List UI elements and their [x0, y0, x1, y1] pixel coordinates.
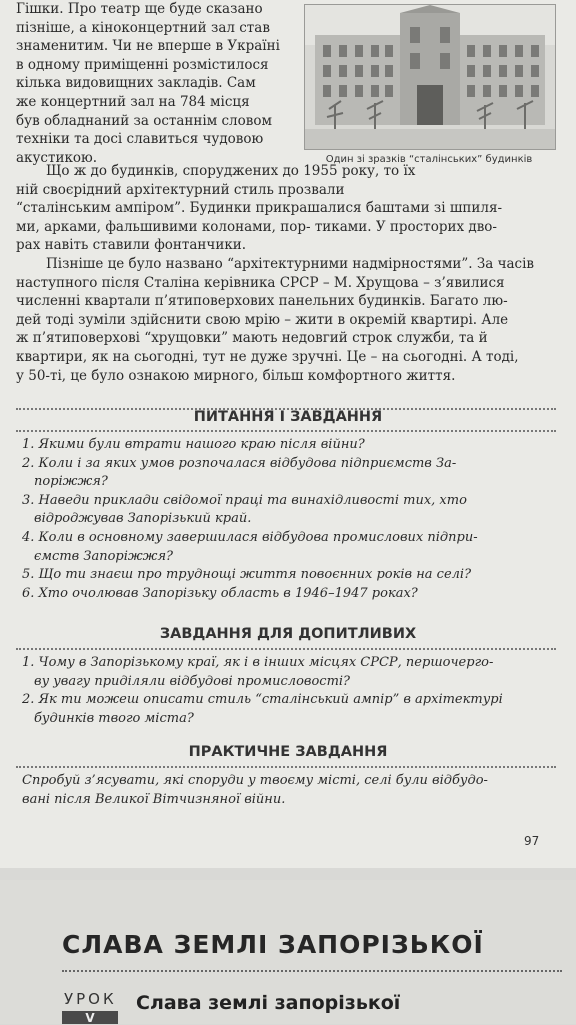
question-item-text: 4. Коли в основному завершилася відбудова промислових підпри-	[22, 529, 478, 545]
question-item	[22, 492, 552, 529]
paragraph-line: ній своєрідний архітектурний стиль прозвали	[16, 181, 345, 198]
page-number: 97	[524, 834, 540, 848]
paragraph-line: наступного після Сталіна керівника СРСР – М. Хрущова – з’явилися	[16, 274, 505, 291]
paragraph-khrushchev	[16, 255, 556, 385]
questions-heading: ПИТАННЯ І ЗАВДАННЯ	[193, 409, 383, 425]
intro-line: пізніше, а кіноконцертний зал став	[16, 19, 270, 36]
intro-text	[16, 0, 296, 167]
question-item-text: 2. Коли і за яких умов розпочалася відбудова підприємств За-	[22, 455, 457, 471]
question-item-text: відроджував Запорізький край.	[34, 511, 252, 527]
paragraph-line: дей тоді зуміли здійснити свою мрію – жити в окремій квартирі. Але	[16, 311, 509, 328]
intro-line: Гішки. Про театр ще буде сказано	[16, 1, 263, 17]
lesson-label: УРОК	[64, 990, 117, 1008]
lesson-number-badge: V	[62, 1011, 118, 1024]
paragraph-stalin-empire	[16, 162, 556, 255]
intro-line: техніки та досі славиться чудовою	[16, 131, 264, 148]
practical-line: Спробуй з’ясувати, які споруди у твоєму місті, селі були відбудо-	[22, 773, 488, 788]
question-item	[22, 566, 552, 585]
question-item	[22, 455, 552, 492]
paragraph-line: Пізніше це було названо “архітектурними надмірностями”. За часів	[46, 255, 535, 272]
building-photo-block	[304, 4, 554, 165]
paragraph-line: квартири, як на сьогодні, тут не дуже зручні. Це – на сьогодні. А тоді,	[16, 348, 519, 365]
section-rule	[16, 648, 556, 650]
curious-item-text: ву увагу приділяли відбудові промисловості?	[34, 673, 351, 689]
question-item-text: 6. Хто очолював Запорізьку область в 1946–1947 роках?	[22, 585, 418, 601]
building-illustration	[305, 5, 555, 149]
paragraph-line: ми, арками, фальшивими колонами, пор- тиками. У просторих дво-	[16, 218, 497, 235]
question-item-text: 1. Якими були втрати нашого краю після війни?	[22, 437, 365, 452]
curious-item-text: будинків твого міста?	[34, 710, 194, 726]
intro-line: в одному приміщенні розмістилося	[16, 56, 269, 73]
question-item-text: поріжжя?	[34, 474, 108, 490]
intro-line: кілька видовищних закладів. Сам	[16, 75, 256, 92]
paragraph-line: у 50-ті, це було ознакою мирного, більш комфортного життя.	[16, 367, 456, 384]
body-text	[16, 162, 556, 385]
question-item-text: 3. Наведи приклади свідомої праці та винахідливості тих, хто	[22, 492, 467, 508]
curious-heading: ЗАВДАННЯ ДЛЯ ДОПИТЛИВИХ	[159, 626, 417, 642]
next-page-rule	[62, 970, 562, 972]
photo-caption: Один зі зразків “сталінських” будинків	[325, 154, 533, 165]
intro-line: же концертний зал на 784 місця	[16, 93, 250, 110]
intro-line: акустикою.	[16, 149, 98, 166]
curious-item-text: 1. Чому в Запорізькому краї, як і в інших місцях СРСР, першочерго-	[22, 655, 494, 670]
paragraph-line: “сталінським ампіром”. Будинки прикрашалися баштами зі шпиля-	[16, 200, 503, 217]
lesson-title: Слава землі запорізької	[136, 992, 401, 1014]
paragraph-line: рах навіть ставили фонтанчики.	[16, 237, 247, 254]
practical-heading: ПРАКТИЧНЕ ЗАВДАННЯ	[188, 744, 388, 760]
practical-line: вані після Великої Вітчизняної війни.	[22, 791, 286, 807]
practical-task	[22, 772, 552, 809]
intro-line: знаменитим. Чи не вперше в Україні	[16, 38, 280, 55]
paragraph-line: численні квартали п’ятиповерхових панельних будинків. Багато лю-	[16, 293, 508, 310]
paragraph-line: Що ж до будинків, споруджених до 1955 року, то їх	[46, 163, 416, 179]
question-item	[22, 585, 552, 604]
curious-list	[22, 654, 552, 728]
question-item-text: 5. Що ти знаєш про труднощі життя повоєнних років на селі?	[22, 567, 472, 583]
intro-line: був обладнаний за останнім словом	[16, 112, 272, 129]
question-item-text: ємств Запоріжжя?	[34, 548, 174, 564]
section-rule	[16, 430, 556, 432]
curious-item	[22, 654, 552, 691]
next-page-title: СЛАВА ЗЕМЛІ ЗАПОРІЗЬКОЇ	[62, 930, 484, 959]
paragraph-line: ж п’ятиповерхові “хрущовки” мають недовгий строк служби, та й	[16, 330, 488, 347]
questions-list	[22, 436, 552, 603]
stalin-building-photo	[304, 4, 556, 150]
question-item	[22, 436, 552, 455]
curious-item	[22, 691, 552, 728]
curious-item-text: 2. Як ти можеш описати стиль “сталінський ампір” в архітектурі	[22, 692, 503, 708]
section-rule	[16, 766, 556, 768]
question-item	[22, 529, 552, 566]
